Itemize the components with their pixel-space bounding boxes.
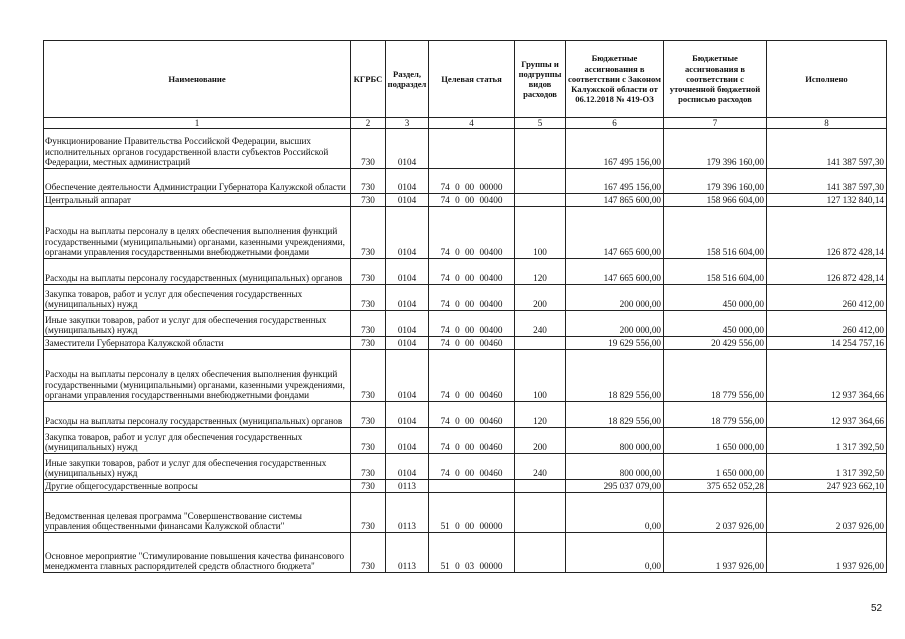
table-row (44, 169, 887, 194)
column-number: 8 (767, 118, 887, 129)
row-budget-law: 167 495 156,00 (566, 169, 664, 194)
row-target: 74 0 00 00460 (429, 402, 515, 428)
row-group (515, 129, 566, 169)
row-budget-list: 375 652 052,28 (664, 480, 767, 493)
header-groups: Группы и подгруппы видов расходов (515, 41, 566, 118)
row-executed: 14 254 757,16 (767, 337, 887, 350)
row-kgrbs: 730 (351, 259, 386, 285)
column-number: 7 (664, 118, 767, 129)
header-section: Раздел, подраздел (386, 41, 429, 118)
row-executed: 247 923 662,10 (767, 480, 887, 493)
table-row (44, 428, 887, 454)
row-section: 0104 (386, 285, 429, 311)
row-budget-law: 18 829 556,00 (566, 350, 664, 402)
row-kgrbs: 730 (351, 194, 386, 207)
row-executed: 260 412,00 (767, 311, 887, 337)
row-section: 0104 (386, 454, 429, 480)
row-kgrbs: 730 (351, 402, 386, 428)
header-budget-list: Бюджетные ассигнования в соответствии с уточненной бюджетной росписью расходов (664, 41, 767, 118)
table-header-row (44, 41, 887, 118)
header-kgrbs: КГРБС (351, 41, 386, 118)
row-kgrbs: 730 (351, 285, 386, 311)
column-number: 5 (515, 118, 566, 129)
row-kgrbs: 730 (351, 533, 386, 573)
row-section: 0104 (386, 129, 429, 169)
row-target: 74 0 00 00400 (429, 207, 515, 259)
row-budget-law: 200 000,00 (566, 285, 664, 311)
row-executed: 12 937 364,66 (767, 350, 887, 402)
row-budget-list: 158 966 604,00 (664, 194, 767, 207)
row-section: 0104 (386, 428, 429, 454)
header-budget-law: Бюджетные ассигнования в соответствии с Законом Калужской области от 06.12.2018 № 419-ОЗ (566, 41, 664, 118)
row-kgrbs: 730 (351, 350, 386, 402)
row-name: Закупка товаров, работ и услуг для обеспечения государственных (муниципальных) нужд (44, 285, 351, 311)
row-budget-list: 179 396 160,00 (664, 169, 767, 194)
row-section: 0104 (386, 169, 429, 194)
budget-table-sheet (43, 40, 886, 573)
row-executed: 141 387 597,30 (767, 129, 887, 169)
row-section: 0104 (386, 350, 429, 402)
row-name: Заместители Губернатора Калужской области (44, 337, 351, 350)
row-budget-law: 0,00 (566, 493, 664, 533)
row-budget-list: 450 000,00 (664, 311, 767, 337)
header-executed: Исполнено (767, 41, 887, 118)
table-row (44, 207, 887, 259)
row-executed: 126 872 428,14 (767, 259, 887, 285)
row-group (515, 493, 566, 533)
row-kgrbs: 730 (351, 428, 386, 454)
row-kgrbs: 730 (351, 454, 386, 480)
header-name: Наименование (44, 41, 351, 118)
row-group: 240 (515, 454, 566, 480)
table-row (44, 285, 887, 311)
row-name: Основное мероприятие "Стимулирование повышения качества финансового менеджмента главных распорядителей средств областного бюджета" (44, 533, 351, 573)
row-budget-law: 200 000,00 (566, 311, 664, 337)
row-budget-list: 158 516 604,00 (664, 207, 767, 259)
row-target: 74 0 00 00460 (429, 454, 515, 480)
table-row (44, 533, 887, 573)
row-section: 0104 (386, 194, 429, 207)
row-target: 74 0 00 00460 (429, 350, 515, 402)
row-group (515, 480, 566, 493)
row-target (429, 480, 515, 493)
table-row (44, 350, 887, 402)
row-group: 100 (515, 350, 566, 402)
row-budget-law: 147 665 600,00 (566, 207, 664, 259)
row-group: 240 (515, 311, 566, 337)
column-number: 4 (429, 118, 515, 129)
row-group (515, 337, 566, 350)
row-section: 0104 (386, 337, 429, 350)
row-executed: 12 937 364,66 (767, 402, 887, 428)
table-row (44, 337, 887, 350)
row-name: Иные закупки товаров, работ и услуг для обеспечения государственных (муниципальных) нужд (44, 454, 351, 480)
row-kgrbs: 730 (351, 337, 386, 350)
row-executed: 141 387 597,30 (767, 169, 887, 194)
row-kgrbs: 730 (351, 207, 386, 259)
table-row (44, 311, 887, 337)
row-executed: 1 317 392,50 (767, 454, 887, 480)
row-budget-list: 179 396 160,00 (664, 129, 767, 169)
row-group: 200 (515, 428, 566, 454)
row-budget-list: 18 779 556,00 (664, 350, 767, 402)
row-section: 0104 (386, 207, 429, 259)
table-body (44, 129, 887, 573)
row-name: Центральный аппарат (44, 194, 351, 207)
table-row (44, 480, 887, 493)
table-row (44, 493, 887, 533)
row-target (429, 129, 515, 169)
row-budget-law: 295 037 079,00 (566, 480, 664, 493)
row-group: 100 (515, 207, 566, 259)
row-kgrbs: 730 (351, 480, 386, 493)
table-row (44, 259, 887, 285)
budget-table (43, 40, 887, 573)
row-budget-law: 0,00 (566, 533, 664, 573)
row-budget-list: 1 937 926,00 (664, 533, 767, 573)
row-budget-law: 18 829 556,00 (566, 402, 664, 428)
row-group: 120 (515, 402, 566, 428)
row-kgrbs: 730 (351, 311, 386, 337)
row-section: 0113 (386, 480, 429, 493)
column-number: 3 (386, 118, 429, 129)
header-target: Целевая статья (429, 41, 515, 118)
row-name: Расходы на выплаты персоналу в целях обеспечения выполнения функций государственными (муниципальными) органами, казенными учреждениями, органами управления государственными внебюджетными фондами (44, 207, 351, 259)
row-target: 74 0 00 00000 (429, 169, 515, 194)
row-section: 0104 (386, 402, 429, 428)
column-number: 6 (566, 118, 664, 129)
row-name: Ведомственная целевая программа "Совершенствование системы управления общественными финансами Калужской области" (44, 493, 351, 533)
row-name: Другие общегосударственные вопросы (44, 480, 351, 493)
column-number: 1 (44, 118, 351, 129)
table-row (44, 454, 887, 480)
row-name: Закупка товаров, работ и услуг для обеспечения государственных (муниципальных) нужд (44, 428, 351, 454)
row-group (515, 533, 566, 573)
row-executed: 2 037 926,00 (767, 493, 887, 533)
row-budget-law: 800 000,00 (566, 428, 664, 454)
row-kgrbs: 730 (351, 493, 386, 533)
row-budget-law: 147 665 600,00 (566, 259, 664, 285)
row-executed: 1 317 392,50 (767, 428, 887, 454)
row-budget-law: 19 629 556,00 (566, 337, 664, 350)
row-group (515, 194, 566, 207)
row-kgrbs: 730 (351, 129, 386, 169)
page-number: 52 (871, 603, 883, 614)
row-group: 200 (515, 285, 566, 311)
row-budget-list: 2 037 926,00 (664, 493, 767, 533)
row-budget-law: 167 495 156,00 (566, 129, 664, 169)
row-group (515, 169, 566, 194)
row-group: 120 (515, 259, 566, 285)
row-target: 74 0 00 00460 (429, 428, 515, 454)
table-row (44, 402, 887, 428)
row-executed: 126 872 428,14 (767, 207, 887, 259)
row-budget-law: 800 000,00 (566, 454, 664, 480)
row-name: Расходы на выплаты персоналу государственных (муниципальных) органов (44, 259, 351, 285)
row-section: 0104 (386, 259, 429, 285)
row-executed: 260 412,00 (767, 285, 887, 311)
table-row (44, 194, 887, 207)
row-budget-list: 158 516 604,00 (664, 259, 767, 285)
row-name: Функционирование Правительства Российской Федерации, высших исполнительных органов государственной власти субъектов Российской Федерации, местных администраций (44, 129, 351, 169)
row-target: 74 0 00 00400 (429, 259, 515, 285)
row-target: 74 0 00 00400 (429, 194, 515, 207)
column-number-row (44, 118, 887, 129)
row-target: 51 0 00 00000 (429, 493, 515, 533)
row-target: 51 0 03 00000 (429, 533, 515, 573)
row-budget-list: 1 650 000,00 (664, 454, 767, 480)
row-budget-list: 450 000,00 (664, 285, 767, 311)
row-executed: 127 132 840,14 (767, 194, 887, 207)
row-budget-list: 1 650 000,00 (664, 428, 767, 454)
row-section: 0113 (386, 493, 429, 533)
row-name: Обеспечение деятельности Администрации Губернатора Калужской области (44, 169, 351, 194)
row-executed: 1 937 926,00 (767, 533, 887, 573)
row-budget-law: 147 865 600,00 (566, 194, 664, 207)
row-kgrbs: 730 (351, 169, 386, 194)
column-number: 2 (351, 118, 386, 129)
row-budget-list: 20 429 556,00 (664, 337, 767, 350)
row-name: Иные закупки товаров, работ и услуг для обеспечения государственных (муниципальных) нужд (44, 311, 351, 337)
row-name: Расходы на выплаты персоналу государственных (муниципальных) органов (44, 402, 351, 428)
row-budget-list: 18 779 556,00 (664, 402, 767, 428)
row-name: Расходы на выплаты персоналу в целях обеспечения выполнения функций государственными (муниципальными) органами, казенными учреждениями, органами управления государственными внебюджетными фондами (44, 350, 351, 402)
row-section: 0113 (386, 533, 429, 573)
table-row (44, 129, 887, 169)
row-section: 0104 (386, 311, 429, 337)
row-target: 74 0 00 00400 (429, 311, 515, 337)
row-target: 74 0 00 00400 (429, 285, 515, 311)
row-target: 74 0 00 00460 (429, 337, 515, 350)
